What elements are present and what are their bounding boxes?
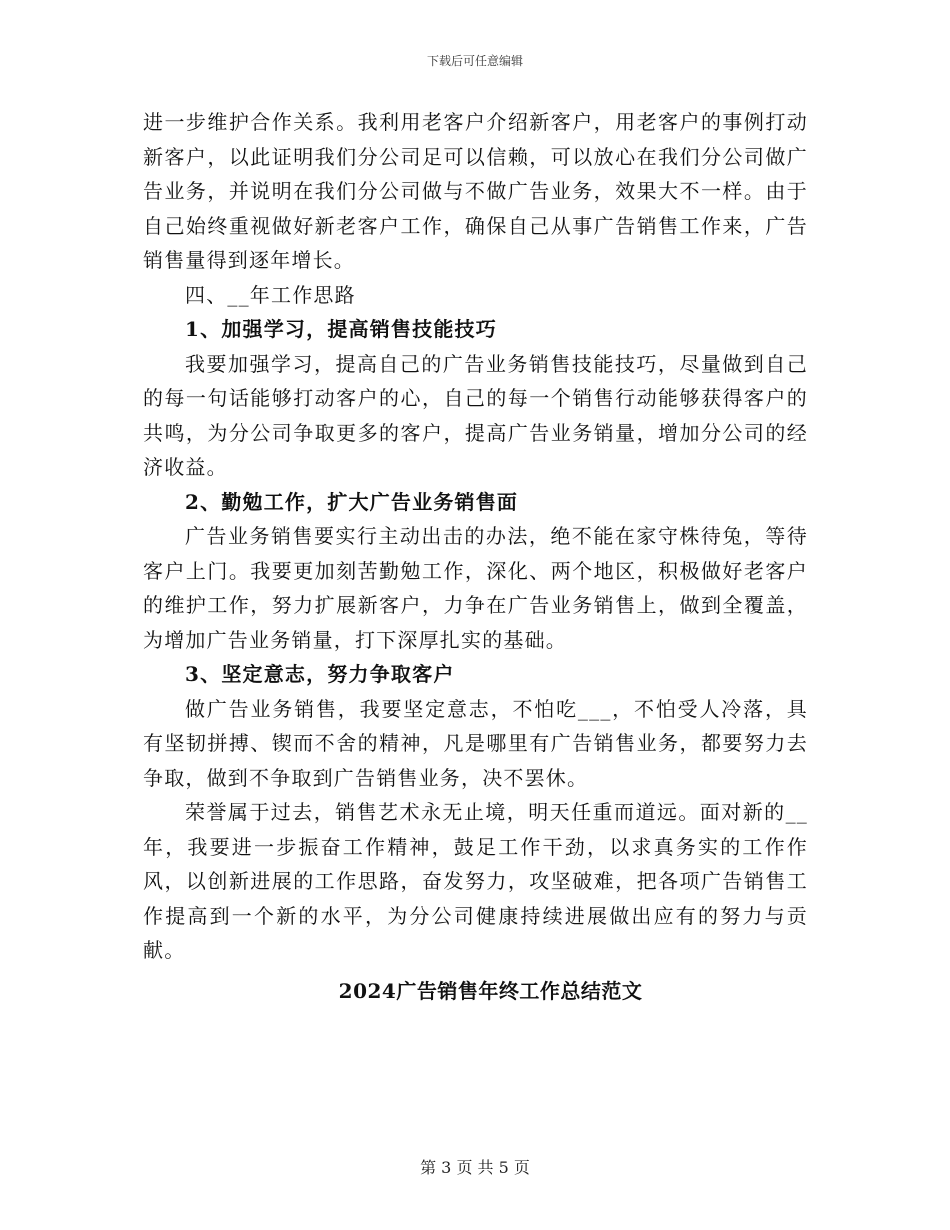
subheading-2: 2、勤勉工作，扩大广告业务销售面	[185, 489, 519, 514]
next-document-title: 2024广告销售年终工作总结范文	[338, 978, 643, 1003]
page-header: 下载后可任意编辑	[426, 54, 523, 68]
subheading-1: 1、加强学习，提高销售技能技巧	[185, 317, 497, 341]
section-heading-four: 四、__年工作思路	[185, 282, 356, 307]
paragraph-intro: 进一步维护合作关系。我利用老客户介绍新客户，用老客户的事例打动新客户，以此证明我们分公司足可以信赖，可以放心在我们分公司做广告业务，并说明在我们分公司做与不做广告业务，效果大不一样。由于自己始终重视做好新老客户工作，确保自己从事广告销售工作来，广告销售量得到逐年增长。	[143, 110, 808, 272]
document-body	[143, 105, 808, 1008]
paragraph-1: 我要加强学习，提高自己的广告业务销售技能技巧，尽量做到自己的每一句话能够打动客户的心，自己的每一个销售行动能够获得客户的共鸣，为分公司争取更多的客户，提高广告业务销量，增加分公司的经济收益。	[143, 351, 808, 479]
paragraph-2: 广告业务销售要实行主动出击的办法，绝不能在家守株待兔，等待客户上门。我要更加刻苦勤勉工作，深化、两个地区，积极做好老客户的维护工作，努力扩展新客户，力争在广告业务销售上，做到全覆盖，为增加广告业务销量，打下深厚扎实的基础。	[143, 524, 808, 652]
subheading-3: 3、坚定意志，努力争取客户	[185, 662, 455, 686]
paragraph-3: 做广告业务销售，我要坚定意志，不怕吃___，不怕受人冷落，具有坚韧拼搏、锲而不舍的精神，凡是哪里有广告销售业务，都要努力去争取，做到不争取到广告销售业务，决不罢休。	[143, 696, 808, 790]
page-footer: 第 3 页 共 5 页	[420, 1158, 530, 1177]
paragraph-4: 荣誉属于过去，销售艺术永无止境，明天任重而道远。面对新的__年，我要进一步振奋工作精神，鼓足工作干劲，以求真务实的工作作风，以创新进展的工作思路，奋发努力，攻坚破难，把各项广告销售工作提高到一个新的水平，为分公司健康持续进展做出应有的努力与贡献。	[143, 800, 808, 962]
